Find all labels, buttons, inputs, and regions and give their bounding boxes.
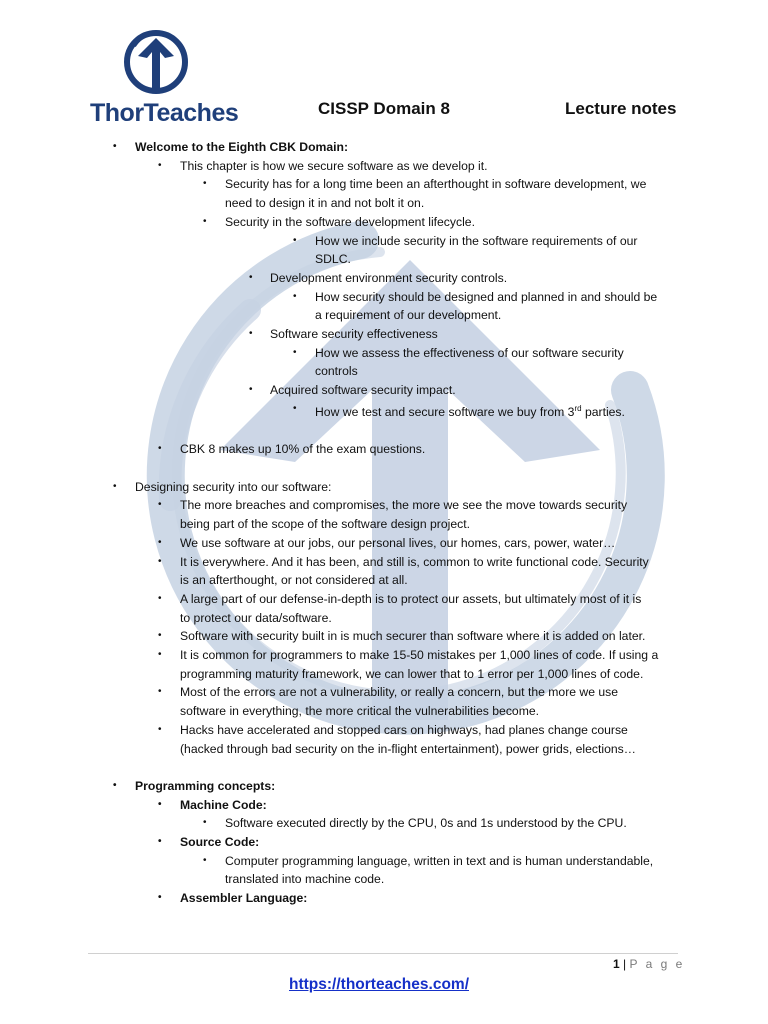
list-item (0, 852, 768, 871)
page-label: P a g e (629, 957, 685, 971)
list-item (0, 232, 768, 251)
list-item-text: controls (315, 364, 358, 379)
page-number-value: 1 (613, 957, 620, 971)
list-item-text: (hacked through bad security on the in-flight entertainment), power grids, elections… (180, 741, 636, 756)
list-item-text: The more breaches and compromises, the more we see the move towards security (180, 498, 628, 513)
list-item-text: Development environment security controls. (270, 270, 508, 285)
list-item-text: to protect our data/software. (180, 610, 332, 625)
bullet-icon: • (113, 480, 117, 492)
list-item (0, 796, 768, 815)
list-item-text: Programming concepts: (135, 778, 276, 793)
list-item (0, 213, 768, 232)
bullet-icon: • (203, 854, 207, 866)
bullet-icon: • (158, 686, 162, 698)
bullet-icon: • (113, 779, 117, 791)
list-item-text: software in everything, the more critical the vulnerabilities become. (180, 704, 540, 719)
list-item-text: need to design it in and not bolt it on. (225, 196, 425, 211)
list-item-continuation (0, 870, 768, 889)
list-item-text: Designing security into our software: (135, 479, 332, 494)
list-item (0, 553, 768, 572)
list-item (0, 440, 768, 459)
list-item-text: How we include security in the software requirements of our (315, 233, 638, 248)
bullet-icon: • (158, 798, 162, 810)
bullet-icon: • (203, 215, 207, 227)
footer-divider (88, 953, 678, 954)
list-item-text: Software with security built in is much securer than software where it is added on later. (180, 629, 646, 644)
list-item-text: Software executed directly by the CPU, 0s and 1s understood by the CPU. (225, 816, 627, 831)
bullet-icon: • (158, 723, 162, 735)
list-item-text: SDLC. (315, 252, 351, 267)
bullet-icon: • (158, 630, 162, 642)
website-link[interactable]: https://thorteaches.com/ (289, 976, 469, 993)
bullet-icon: • (158, 536, 162, 548)
list-item-continuation (0, 250, 768, 269)
list-item-continuation (0, 194, 768, 213)
list-item-continuation (0, 306, 768, 325)
bullet-icon: • (158, 159, 162, 171)
list-item (0, 344, 768, 363)
list-item-text: Software security effectiveness (270, 327, 438, 342)
list-item-text-tail: parties. (581, 404, 625, 419)
list-item (0, 400, 768, 422)
list-item (0, 646, 768, 665)
brand-name: ThorTeaches (90, 99, 239, 127)
page-number-separator: | (623, 957, 627, 971)
list-item-continuation (0, 702, 768, 721)
list-item-text: Acquired software security impact. (270, 383, 456, 398)
list-item (0, 157, 768, 176)
bullet-icon: • (293, 234, 297, 246)
list-item-continuation (0, 609, 768, 628)
blank-line (0, 422, 768, 441)
list-item-text: It is common for programmers to make 15-50 mistakes per 1,000 lines of code. If using a (180, 648, 659, 663)
list-item-text: It is everywhere. And it has been, and still is, common to write functional code. Security (180, 554, 649, 569)
list-item-text: Machine Code: (180, 797, 267, 812)
list-item (0, 777, 768, 796)
list-item-text: being part of the scope of the software design project. (180, 517, 470, 532)
list-item-text: CBK 8 makes up 10% of the exam questions. (180, 442, 426, 457)
page-number (613, 957, 685, 971)
list-item-text: is an afterthought, or not considered at all. (180, 573, 408, 588)
list-item (0, 496, 768, 515)
list-item-continuation (0, 515, 768, 534)
bullet-icon: • (249, 271, 253, 283)
list-item-text: How we assess the effectiveness of our software security (315, 345, 624, 360)
bullet-icon: • (249, 328, 253, 340)
list-item (0, 381, 768, 400)
list-item-text: translated into machine code. (225, 872, 385, 887)
bullet-icon: • (293, 346, 297, 358)
list-item-text: Source Code: (180, 835, 260, 850)
list-item (0, 325, 768, 344)
list-item-text: A large part of our defense-in-depth is to protect our assets, but ultimately most of it is (180, 591, 642, 606)
list-item-text: programming maturity framework, we can lower that to 1 error per 1,000 lines of code. (180, 666, 644, 681)
list-item-text: a requirement of our development. (315, 308, 502, 323)
list-item (0, 269, 768, 288)
list-item (0, 683, 768, 702)
list-item-text: Hacks have accelerated and stopped cars on highways, had planes change course (180, 722, 628, 737)
list-item-text: Assembler Language: (180, 891, 308, 906)
blank-line (0, 459, 768, 478)
list-item-text: How security should be designed and planned in and should be (315, 289, 658, 304)
bullet-icon: • (249, 384, 253, 396)
list-item (0, 889, 768, 908)
bullet-icon: • (158, 836, 162, 848)
document-type: Lecture notes (565, 99, 677, 118)
list-item (0, 175, 768, 194)
list-item-text: Security in the software development lifecycle. (225, 214, 475, 229)
list-item-continuation (0, 362, 768, 381)
bullet-icon: • (158, 555, 162, 567)
bullet-icon: • (293, 290, 297, 302)
bullet-icon: • (158, 592, 162, 604)
list-item-text: Security has for a long time been an afterthought in software development, we (225, 177, 647, 192)
list-item-continuation (0, 740, 768, 759)
bullet-icon: • (203, 178, 207, 190)
bullet-icon: • (203, 817, 207, 829)
page-title: CISSP Domain 8 (318, 99, 450, 118)
brand-logo (90, 28, 240, 128)
lecture-notes-body (0, 138, 768, 908)
list-item (0, 534, 768, 553)
list-item (0, 138, 768, 157)
bullet-icon: • (113, 141, 117, 152)
list-item (0, 478, 768, 497)
list-item-continuation (0, 571, 768, 590)
list-item-text: This chapter is how we secure software as we develop it. (180, 158, 488, 173)
bullet-icon: • (158, 892, 162, 904)
list-item (0, 627, 768, 646)
blank-line (0, 758, 768, 777)
list-item-text: Computer programming language, written in text and is human understandable, (225, 853, 654, 868)
list-item-text: Most of the errors are not a vulnerability, or really a concern, but the more we use (180, 685, 619, 700)
list-item (0, 833, 768, 852)
list-item (0, 288, 768, 307)
bullet-icon: • (158, 499, 162, 511)
bullet-icon: • (158, 649, 162, 661)
superscript: rd (574, 403, 582, 413)
list-item (0, 814, 768, 833)
bullet-icon: • (158, 443, 162, 455)
list-item-text: Welcome to the Eighth CBK Domain: (135, 140, 349, 154)
list-item (0, 590, 768, 609)
bullet-icon: • (293, 402, 297, 414)
list-item-text: How we test and secure software we buy from 3 (315, 404, 575, 419)
list-item-text: We use software at our jobs, our personal lives, our homes, cars, power, water… (180, 535, 616, 550)
up-arrow-circle-icon (122, 28, 190, 96)
list-item-continuation (0, 665, 768, 684)
list-item (0, 721, 768, 740)
